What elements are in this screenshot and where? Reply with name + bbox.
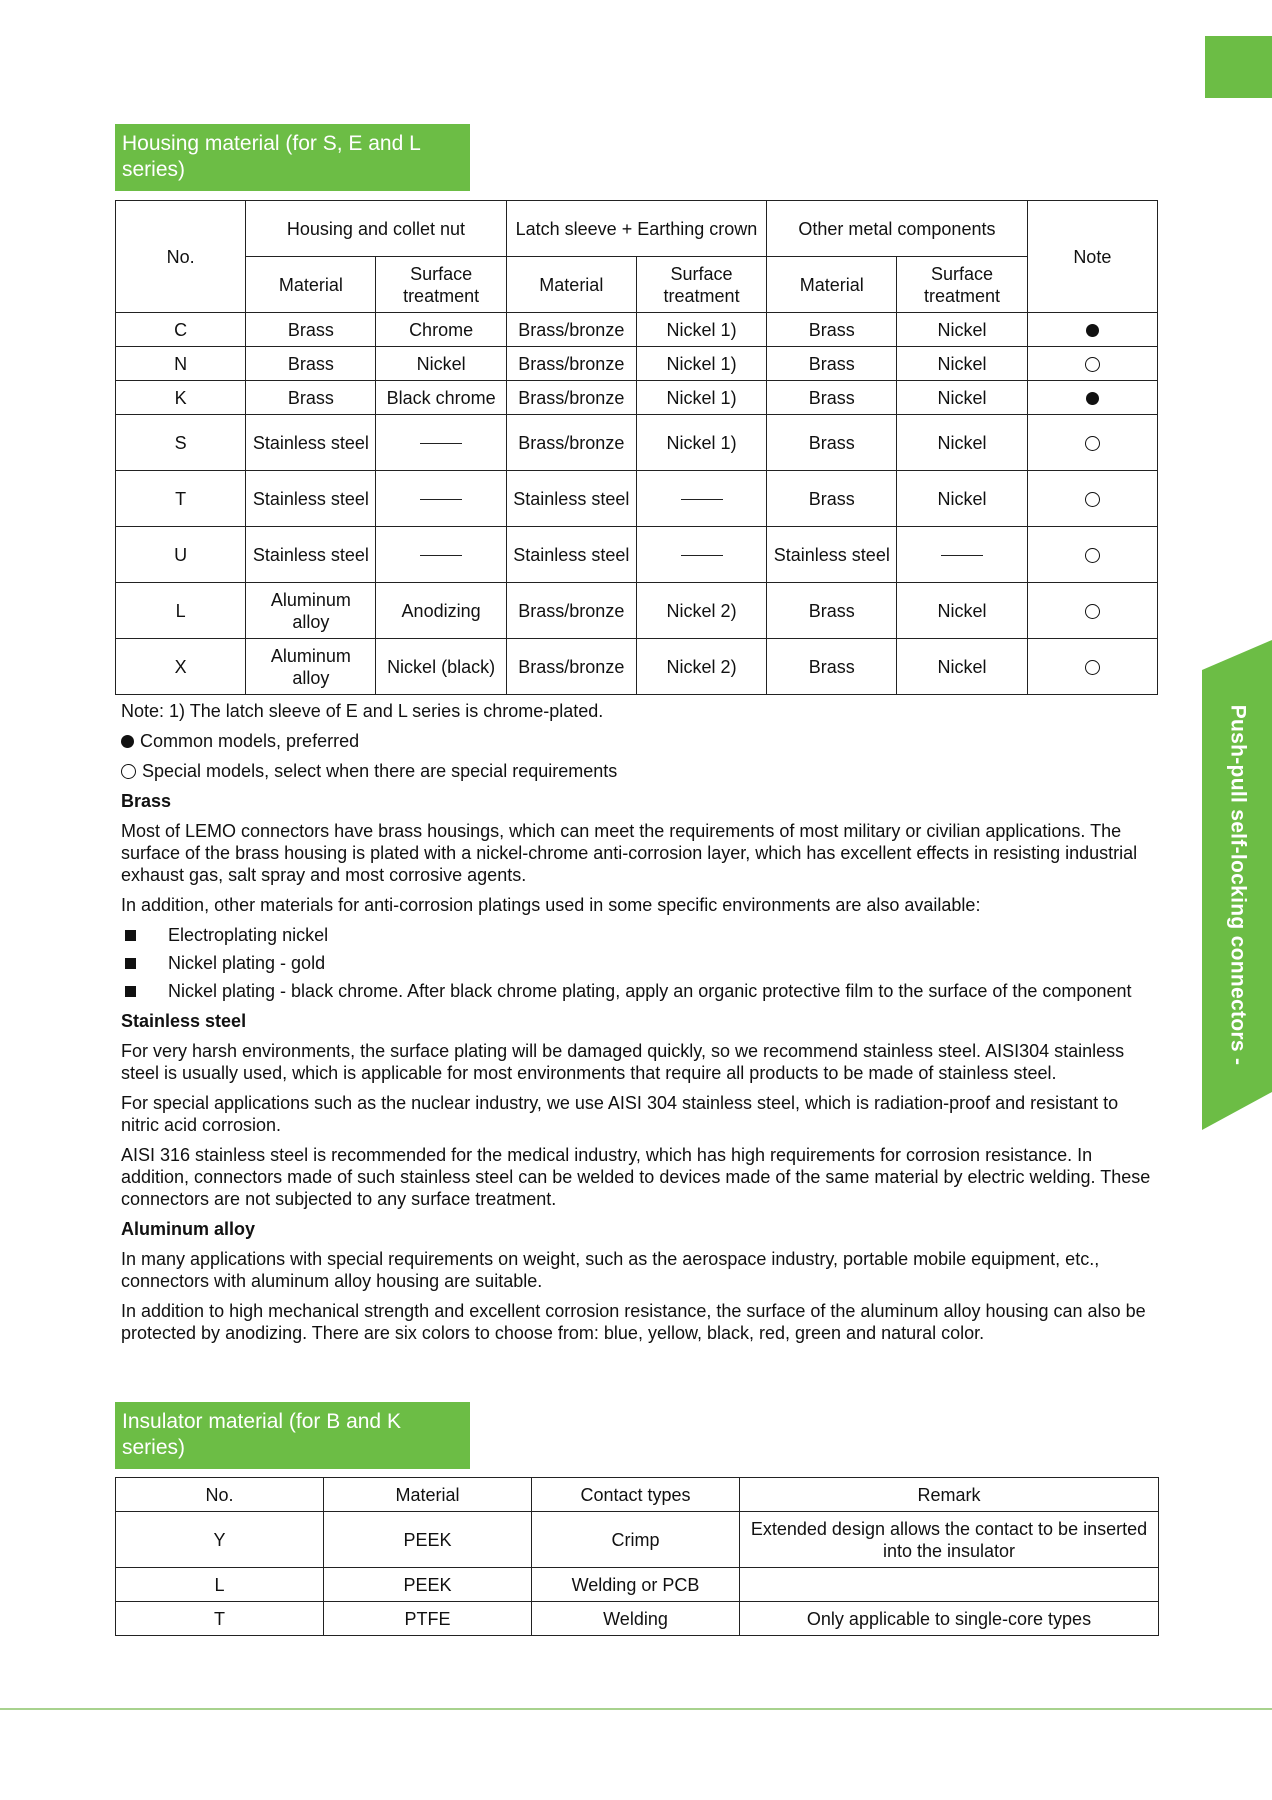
table-cell: Brass [767, 415, 897, 471]
table-cell: Aluminum alloy [246, 583, 376, 639]
note-cell [1027, 381, 1157, 415]
table-row [116, 583, 1158, 639]
table-cell: Brass/bronze [506, 381, 636, 415]
table-cell: Brass [246, 347, 376, 381]
col-remark: Remark [740, 1478, 1159, 1512]
dash-icon [941, 555, 983, 556]
filled-circle-icon [121, 735, 134, 748]
table-cell [636, 527, 766, 583]
table-row [116, 1602, 1159, 1636]
empty-circle-icon [1085, 548, 1100, 563]
table-cell: Brass/bronze [506, 639, 636, 695]
table-cell: Stainless steel [246, 415, 376, 471]
table-cell: Stainless steel [506, 471, 636, 527]
table-cell: Brass/bronze [506, 415, 636, 471]
square-bullet-icon [125, 930, 136, 941]
brass-paragraph: In addition, other materials for anti-corrosion platings used in some specific environments are also available: [121, 895, 981, 915]
table-cell [376, 527, 506, 583]
table-cell: Brass [767, 381, 897, 415]
list-item-text: Nickel plating - gold [168, 953, 326, 973]
table-cell: Brass [767, 639, 897, 695]
table-cell [376, 415, 506, 471]
note-cell [1027, 471, 1157, 527]
note-cell [1027, 639, 1157, 695]
table-cell: L [116, 1568, 324, 1602]
col-material: Material [324, 1478, 532, 1512]
table-cell: S [116, 415, 246, 471]
housing-section-header: Housing material (for S, E and L series) [115, 124, 470, 191]
table-cell: Crimp [532, 1512, 740, 1568]
table-cell: Brass/bronze [506, 347, 636, 381]
empty-circle-icon [1085, 492, 1100, 507]
aluminum-heading: Aluminum alloy [121, 1219, 256, 1239]
list-item [121, 952, 1157, 974]
table-row [116, 347, 1158, 381]
table-cell: Extended design allows the contact to be inserted into the insulator [740, 1512, 1159, 1568]
square-bullet-icon [125, 986, 136, 997]
col-other-metal: Other metal components [767, 201, 1027, 257]
table-cell: Stainless steel [246, 527, 376, 583]
filled-circle-icon [1086, 392, 1099, 405]
legend-common-label: Common models, preferred [140, 731, 360, 751]
table-cell [636, 471, 766, 527]
note-cell [1027, 415, 1157, 471]
side-tab-label: Push-pull self-locking connectors - [1226, 704, 1250, 1066]
square-bullet-icon [125, 958, 136, 969]
table-cell [897, 527, 1027, 583]
table-cell: PEEK [324, 1512, 532, 1568]
table-cell: Nickel [897, 415, 1027, 471]
table-cell: Welding or PCB [532, 1568, 740, 1602]
table-cell: Nickel [897, 381, 1027, 415]
footer-divider [0, 1708, 1272, 1710]
table-row [116, 1568, 1159, 1602]
brass-heading: Brass [121, 791, 172, 811]
table-cell: Brass [767, 583, 897, 639]
legend-common [121, 730, 1157, 752]
dash-icon [681, 555, 723, 556]
table-row [116, 527, 1158, 583]
insulator-table [115, 1477, 1159, 1636]
note-cell [1027, 583, 1157, 639]
table-cell: Nickel [897, 347, 1027, 381]
table-cell: Brass/bronze [506, 313, 636, 347]
table-cell: Nickel 1) [636, 313, 766, 347]
list-item-text: Nickel plating - black chrome. After black chrome plating, apply an organic protective film to the surface of the component [168, 981, 1132, 1001]
table-cell: Black chrome [376, 381, 506, 415]
note-cell [1027, 347, 1157, 381]
table-cell: L [116, 583, 246, 639]
col-surface: Surface treatment [636, 257, 766, 313]
empty-circle-icon [1085, 660, 1100, 675]
table-cell: Nickel 2) [636, 583, 766, 639]
table-cell: Aluminum alloy [246, 639, 376, 695]
note-cell [1027, 313, 1157, 347]
table-cell: Only applicable to single-core types [740, 1602, 1159, 1636]
table-cell: Brass [767, 347, 897, 381]
col-note: Note [1027, 201, 1157, 313]
col-material: Material [767, 257, 897, 313]
table-cell: Anodizing [376, 583, 506, 639]
legend-special [121, 760, 1157, 782]
col-material: Material [506, 257, 636, 313]
table-row [116, 415, 1158, 471]
dash-icon [420, 555, 462, 556]
table-cell [376, 471, 506, 527]
list-item [121, 980, 1157, 1002]
table-row [116, 471, 1158, 527]
table-cell: Stainless steel [506, 527, 636, 583]
table-cell: Nickel [897, 639, 1027, 695]
table-cell: Brass [767, 313, 897, 347]
plating-list [121, 924, 1157, 1002]
table-cell: X [116, 639, 246, 695]
table-cell: T [116, 471, 246, 527]
table-cell: Nickel (black) [376, 639, 506, 695]
empty-circle-icon [1085, 357, 1100, 372]
dash-icon [420, 443, 462, 444]
aluminum-paragraph: In many applications with special requirements on weight, such as the aerospace industry, portable mobile equipment, etc., connectors with aluminum alloy housing are suitable. [121, 1249, 1100, 1291]
table-cell: N [116, 347, 246, 381]
col-contact-types: Contact types [532, 1478, 740, 1512]
table-cell: Welding [532, 1602, 740, 1636]
col-surface: Surface treatment [897, 257, 1027, 313]
table-row [116, 639, 1158, 695]
col-no: No. [116, 1478, 324, 1512]
table-cell [740, 1568, 1159, 1602]
side-tab [1202, 640, 1272, 1130]
col-surface: Surface treatment [376, 257, 506, 313]
table-cell: K [116, 381, 246, 415]
table-row [116, 313, 1158, 347]
stainless-heading: Stainless steel [121, 1011, 247, 1031]
table-cell: PTFE [324, 1602, 532, 1636]
table-cell: Chrome [376, 313, 506, 347]
filled-circle-icon [1086, 324, 1099, 337]
table-row [116, 381, 1158, 415]
table-cell: Brass [246, 313, 376, 347]
table-cell: Nickel [897, 583, 1027, 639]
table-cell: Nickel 1) [636, 347, 766, 381]
corner-tab [1205, 36, 1272, 98]
empty-circle-icon [1085, 604, 1100, 619]
empty-circle-icon [1085, 436, 1100, 451]
aluminum-paragraph: In addition to high mechanical strength and excellent corrosion resistance, the surface of the aluminum alloy housing can also be protected by anodizing. There are six colors to choose from: blue, yellow, black, red, green and natural color. [121, 1301, 1146, 1343]
dash-icon [681, 499, 723, 500]
table-cell: Brass [246, 381, 376, 415]
table-cell: Nickel [897, 471, 1027, 527]
insulator-section-header: Insulator material (for B and K series) [115, 1402, 470, 1469]
table-cell: Brass/bronze [506, 583, 636, 639]
table-cell: Y [116, 1512, 324, 1568]
stainless-paragraph: For very harsh environments, the surface plating will be damaged quickly, so we recommend stainless steel. AISI304 stainless steel is usually used, which is applicable for most environments that require all products to be made of stainless steel. [121, 1041, 1125, 1083]
table-cell: Stainless steel [246, 471, 376, 527]
body-text [121, 700, 1157, 1352]
table-cell: Stainless steel [767, 527, 897, 583]
col-latch-sleeve: Latch sleeve + Earthing crown [506, 201, 766, 257]
list-item [121, 924, 1157, 946]
table-cell: C [116, 313, 246, 347]
note-cell [1027, 527, 1157, 583]
table-cell: PEEK [324, 1568, 532, 1602]
table-cell: U [116, 527, 246, 583]
legend-special-label: Special models, select when there are special requirements [142, 761, 618, 781]
empty-circle-icon [121, 764, 136, 779]
list-item-text: Electroplating nickel [168, 925, 329, 945]
table-cell: Nickel [376, 347, 506, 381]
table-row [116, 1512, 1159, 1568]
table-cell: T [116, 1602, 324, 1636]
col-housing-collet: Housing and collet nut [246, 201, 506, 257]
col-no: No. [116, 201, 246, 313]
table-cell: Nickel 2) [636, 639, 766, 695]
housing-table [115, 200, 1158, 695]
stainless-paragraph: AISI 316 stainless steel is recommended for the medical industry, which has high requirements for corrosion resistance. In addition, connectors made of such stainless steel can be welded to devices made of the same material by electric welding. These connectors are not subjected to any surface treatment. [121, 1145, 1151, 1209]
table-cell: Brass [767, 471, 897, 527]
stainless-paragraph: For special applications such as the nuclear industry, we use AISI 304 stainless steel, which is radiation-proof and resistant to nitric acid corrosion. [121, 1093, 1119, 1135]
col-material: Material [246, 257, 376, 313]
dash-icon [420, 499, 462, 500]
table-cell: Nickel 1) [636, 415, 766, 471]
table-cell: Nickel [897, 313, 1027, 347]
note-1: Note: 1) The latch sleeve of E and L series is chrome-plated. [121, 701, 604, 721]
table-cell: Nickel 1) [636, 381, 766, 415]
brass-paragraph: Most of LEMO connectors have brass housings, which can meet the requirements of most military or civilian applications. The surface of the brass housing is plated with a nickel-chrome anti-corrosion layer, which has excellent effects in resisting industrial exhaust gas, salt spray and most corrosive agents. [121, 821, 1138, 885]
